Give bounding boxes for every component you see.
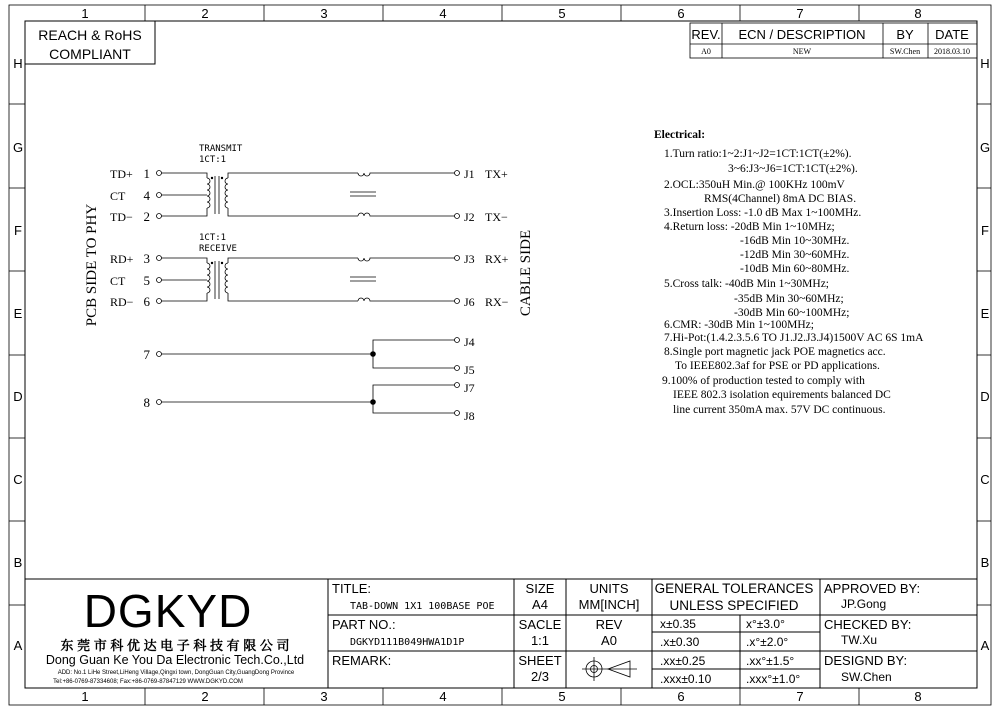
zone-col-2-bottom: 2 bbox=[201, 689, 209, 704]
pin-name-j8: J8 bbox=[464, 409, 475, 423]
pin-name-rd-minus: RD− bbox=[110, 295, 134, 309]
tolerance-angular-3: .xxx°±1.0° bbox=[746, 672, 801, 686]
pin-name-j2: J2 bbox=[464, 210, 475, 224]
sheet-label: SHEET bbox=[518, 653, 562, 668]
zone-row-a-right: A bbox=[980, 638, 990, 653]
pin-name-j4: J4 bbox=[464, 335, 475, 349]
pin-num-2: 2 bbox=[143, 209, 150, 224]
pin-name-j7: J7 bbox=[464, 381, 475, 395]
designed-value: SW.Chen bbox=[841, 670, 892, 684]
tolerance-angular-2: .xx°±1.5° bbox=[746, 654, 795, 668]
pin-num-1: 1 bbox=[143, 166, 150, 181]
company-logo: DGKYD bbox=[83, 585, 253, 637]
rev-header-by: BY bbox=[896, 27, 914, 42]
j5-terminal bbox=[455, 366, 460, 371]
electrical-line: 4.Return loss: -20dB Min 1~10MHz; bbox=[664, 221, 835, 233]
junction-dot-7 bbox=[370, 351, 376, 357]
checked-value: TW.Xu bbox=[841, 633, 878, 647]
j6-terminal bbox=[455, 299, 460, 304]
zone-row-b: B bbox=[13, 555, 23, 570]
approved-value: JP.Gong bbox=[841, 597, 887, 611]
checked-label: CHECKED BY: bbox=[824, 617, 912, 632]
transmit-label: TRANSMIT bbox=[199, 144, 243, 154]
pin-name-rd-plus: RD+ bbox=[110, 252, 134, 266]
zone-col-8: 8 bbox=[914, 6, 922, 21]
electrical-line: To IEEE802.3af for PSE or PD applications. bbox=[675, 360, 880, 372]
rev-header-rev: REV. bbox=[691, 27, 721, 42]
electrical-line: -16dB Min 10~30MHz. bbox=[740, 235, 850, 247]
size-value: A4 bbox=[532, 597, 548, 612]
zone-col-6-bottom: 6 bbox=[677, 689, 685, 704]
zone-col-1-bottom: 1 bbox=[81, 689, 89, 704]
title-label: TITLE: bbox=[332, 581, 372, 596]
rev-label: REV bbox=[595, 617, 623, 632]
units-value: MM[INCH] bbox=[578, 597, 640, 612]
zone-col-2: 2 bbox=[201, 6, 209, 21]
pin-name-td-plus: TD+ bbox=[110, 167, 133, 181]
zone-row-d-right: D bbox=[980, 389, 990, 404]
title-block bbox=[25, 579, 977, 688]
pin-num-6: 6 bbox=[143, 294, 150, 309]
electrical-line: RMS(4Channel) 8mA DC BIAS. bbox=[704, 193, 857, 205]
zone-row-f-right: F bbox=[981, 223, 989, 238]
electrical-line: 9.100% of production tested to comply with bbox=[662, 375, 865, 387]
size-label: SIZE bbox=[525, 581, 555, 596]
j3-terminal bbox=[455, 256, 460, 261]
electrical-title: Electrical: bbox=[654, 129, 706, 141]
cable-side-label: CABLE SIDE bbox=[518, 229, 534, 317]
zone-row-g-right: G bbox=[979, 140, 991, 155]
transmit-ratio: 1CT:1 bbox=[199, 155, 227, 165]
pin-name-ct-5: CT bbox=[110, 274, 126, 288]
pin-num-5: 5 bbox=[143, 273, 150, 288]
pin-sig-tx-minus: TX− bbox=[485, 210, 508, 224]
pin-6-terminal bbox=[157, 299, 162, 304]
rev-header-date: DATE bbox=[935, 27, 969, 42]
scale-value: 1:1 bbox=[530, 633, 550, 648]
pin-name-j5: J5 bbox=[464, 363, 475, 377]
zone-col-1: 1 bbox=[81, 6, 89, 21]
pcb-side-label: PCB SIDE TO PHY bbox=[84, 203, 100, 327]
zone-row-a: A bbox=[13, 638, 23, 653]
electrical-line: 3~6:J3~J6=1CT:1CT(±2%). bbox=[728, 163, 858, 175]
rev-cell-date: 2018.03.10 bbox=[934, 47, 970, 56]
j1-terminal bbox=[455, 171, 460, 176]
zone-row-c-right: C bbox=[980, 472, 990, 487]
j4-terminal bbox=[455, 338, 460, 343]
zone-row-c: C bbox=[13, 472, 23, 487]
electrical-notes bbox=[654, 129, 924, 416]
electrical-line: 6.CMR: -30dB Min 1~100MHz; bbox=[664, 319, 814, 331]
company-name-en: Dong Guan Ke You Da Electronic Tech.Co.,Ltd bbox=[45, 653, 305, 667]
pin-name-j3: J3 bbox=[464, 252, 475, 266]
schematic bbox=[84, 144, 534, 423]
units-label: UNITS bbox=[589, 581, 629, 596]
rev-cell-ecn: NEW bbox=[792, 47, 812, 56]
part-value: DGKYD111B049HWA1D1P bbox=[350, 637, 465, 648]
tolerance-linear-1: .x±0.30 bbox=[660, 635, 700, 649]
electrical-line: 7.Hi-Pot:(1.4.2.3.5.6 TO J1.J2.J3.J4)1500V AC 6S 1mA bbox=[664, 332, 924, 344]
electrical-line: 8.Single port magnetic jack POE magnetics acc. bbox=[664, 346, 886, 358]
zone-col-3: 3 bbox=[320, 6, 328, 21]
projection-symbol-icon bbox=[582, 657, 637, 681]
compliance-line1: REACH & RoHS bbox=[38, 27, 142, 43]
scale-label: SACLE bbox=[518, 617, 562, 632]
zone-col-5-bottom: 5 bbox=[558, 689, 566, 704]
pin-1-terminal bbox=[157, 171, 162, 176]
electrical-line: IEEE 802.3 isolation equirements balanced DC bbox=[673, 389, 891, 401]
tolerance-title-2: UNLESS SPECIFIED bbox=[669, 598, 799, 613]
compliance-line2: COMPLIANT bbox=[49, 46, 131, 62]
zone-row-e-right: E bbox=[980, 306, 990, 321]
pin-7-terminal bbox=[157, 352, 162, 357]
zone-row-g: G bbox=[12, 140, 24, 155]
pin-2-terminal bbox=[157, 214, 162, 219]
compliance-box bbox=[25, 21, 155, 64]
tolerance-linear-3: .xxx±0.10 bbox=[660, 672, 712, 686]
sheet-value: 2/3 bbox=[530, 669, 550, 684]
pin-num-7: 7 bbox=[143, 347, 150, 362]
approved-label: APPROVED BY: bbox=[824, 581, 921, 596]
tolerance-angular-0: x°±3.0° bbox=[746, 617, 785, 631]
electrical-line: 3.Insertion Loss: -1.0 dB Max 1~100MHz. bbox=[664, 207, 862, 219]
company-address: ADD: No.1 LiHe Street,LiHeng Village,Qingxi town, DongGuan City,GuangDong Province bbox=[57, 670, 295, 676]
pin-name-ct-4: CT bbox=[110, 189, 126, 203]
receive-label: RECEIVE bbox=[199, 244, 237, 254]
rev-header-ecn: ECN / DESCRIPTION bbox=[738, 27, 866, 42]
tolerance-angular-1: .x°±2.0° bbox=[746, 635, 789, 649]
zone-row-h: H bbox=[13, 56, 23, 71]
j8-terminal bbox=[455, 411, 460, 416]
electrical-line: 5.Cross talk: -40dB Min 1~30MHz; bbox=[664, 278, 829, 290]
zone-row-b-right: B bbox=[980, 555, 990, 570]
zone-col-6: 6 bbox=[677, 6, 685, 21]
pin-8-terminal bbox=[157, 400, 162, 405]
pin-4-terminal bbox=[157, 193, 162, 198]
zone-col-4: 4 bbox=[439, 6, 447, 21]
zone-col-7: 7 bbox=[796, 6, 804, 21]
pin-sig-tx-plus: TX+ bbox=[485, 167, 508, 181]
pin-3-terminal bbox=[157, 256, 162, 261]
zone-col-5: 5 bbox=[558, 6, 566, 21]
j2-terminal bbox=[455, 214, 460, 219]
company-contact: Tel:+86-0769-87334608; Fax:+86-0769-87847129 WWW.DGKYD.COM bbox=[53, 679, 243, 685]
electrical-line: 2.OCL:350uH Min.@ 100KHz 100mV bbox=[664, 179, 845, 191]
zone-col-7-bottom: 7 bbox=[796, 689, 804, 704]
company-name-cn: 东 莞 市 科 优 达 电 子 科 技 有 限 公 司 bbox=[60, 638, 290, 653]
pin-sig-rx-minus: RX− bbox=[485, 295, 509, 309]
tolerance-title-1: GENERAL TOLERANCES bbox=[654, 581, 814, 596]
tolerance-linear-2: .xx±0.25 bbox=[660, 654, 706, 668]
electrical-line: -30dB Min 60~100MHz; bbox=[734, 307, 850, 319]
pin-name-td-minus: TD− bbox=[110, 210, 133, 224]
title-value: TAB-DOWN 1X1 100BASE POE bbox=[350, 601, 495, 612]
schematic-wires bbox=[157, 171, 460, 416]
remark-label: REMARK: bbox=[332, 653, 392, 668]
zone-row-f: F bbox=[14, 223, 22, 238]
zone-row-e: E bbox=[13, 306, 23, 321]
pin-name-j1: J1 bbox=[464, 167, 475, 181]
electrical-line: -35dB Min 30~60MHz; bbox=[734, 293, 844, 305]
pin-num-8: 8 bbox=[143, 395, 150, 410]
pin-sig-rx-plus: RX+ bbox=[485, 252, 509, 266]
pin-name-j6: J6 bbox=[464, 295, 475, 309]
j7-terminal bbox=[455, 383, 460, 388]
revision-table bbox=[690, 23, 977, 58]
pin-5-terminal bbox=[157, 278, 162, 283]
electrical-line: -10dB Min 60~80MHz. bbox=[740, 263, 850, 275]
tolerance-linear-0: x±0.35 bbox=[660, 617, 696, 631]
zone-col-8-bottom: 8 bbox=[914, 689, 922, 704]
receive-ratio: 1CT:1 bbox=[199, 233, 227, 243]
zone-row-h-right: H bbox=[980, 56, 990, 71]
pin-num-3: 3 bbox=[143, 251, 150, 266]
zone-col-4-bottom: 4 bbox=[439, 689, 447, 704]
rev-cell-by: SW.Chen bbox=[889, 47, 921, 56]
junction-dot-8 bbox=[370, 399, 376, 405]
electrical-line: line current 350mA max. 57V DC continuous. bbox=[673, 404, 886, 416]
rev-cell-rev: A0 bbox=[701, 47, 711, 56]
rev-value: A0 bbox=[601, 633, 617, 648]
designed-label: DESIGND BY: bbox=[824, 653, 908, 668]
electrical-line: 1.Turn ratio:1~2:J1~J2=1CT:1CT(±2%). bbox=[664, 148, 852, 160]
zone-col-3-bottom: 3 bbox=[320, 689, 328, 704]
part-label: PART NO.: bbox=[332, 617, 396, 632]
zone-row-d: D bbox=[13, 389, 23, 404]
pin-num-4: 4 bbox=[143, 188, 150, 203]
electrical-line: -12dB Min 30~60MHz. bbox=[740, 249, 850, 261]
